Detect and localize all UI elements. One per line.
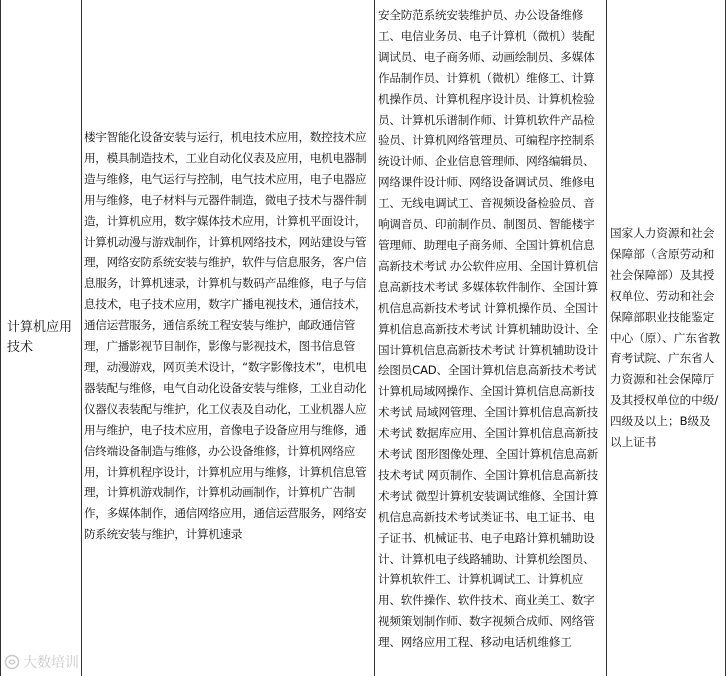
certificates-cell xyxy=(375,0,607,676)
watermark-logo-icon xyxy=(4,654,20,670)
issuing-authority-cell xyxy=(607,0,726,676)
major-name: 计算机应用技术 xyxy=(7,320,73,355)
issuing-authority-text: 国家人力资源和社会保障部（含原劳动和社会保障部）及其授权单位、劳动和社会保障部职业技能鉴定中心（原）、广东省教育考试院、广东省人力资源和社会保障厅及其授权单位的中级/四级及以上；B级及以上证书 xyxy=(610,226,721,450)
related-majors-cell xyxy=(82,0,375,676)
major-cell xyxy=(0,0,82,676)
certificates-text: 安全防范系统安装维护员、办公设备维修工、电信业务员、电子计算机（微机）装配调试员、电子商务师、动画绘制员、多媒体作品制作员、计算机（微机）维修工、计算机操作员、计算机程序设计员、计算机检验员、计算机乐谱制作师、计算机软件产品检验员、计算机网络管理员、可编程序控制系统设计师、企业信息管理师、网络编辑员、网络课件设计师、网络设备调试员、维修电工、无线电调试工、音视频设备检验员、音响调音员、印前制作员、制图员、智能楼宇管理师、助理电子商务师、全国计算机信息高新技术考试 办公软件应用、全国计算机信息高新技术考试 多媒体软件制作、全国计算机信息高新技术考试 计算机操作员、全国计算机信息高新技术考试 计算机辅助设计、全国计算机信息高新技术考试 计算机辅助设计绘图员CAD、全国计算机信息高新技术考试 计算机局域网操作、全国计算机信息高新技术考试 局域网管理、全国计算机信息高新技术考试 数据库应用、全国计算机信息高新技术考试 图形图像处理、全国计算机信息高新技术考试 网页制作、全国计算机信息高新技术考试 微型计算机安装调试维修、全国计算机信息高新技术考试类证书、电工证书、电子证书、机械证书、电子电路计算机辅助设计、计算机电子线路辅助、计算机绘图员、计算机软件工、计算机调试工、计算机应用、软件操作、软件技术、商业美工、数字视频策划制作师、数字视频合成师、网络管理、网络应用工程、移动电话机维修工 xyxy=(378,8,598,650)
watermark-text: 大数培训 xyxy=(23,655,79,671)
related-majors-text: 楼宇智能化设备安装与运行，机电技术应用，数控技术应用，模具制造技术，工业自动化仪表及应用，电机电器制造与维修，电气运行与控制，电气技术应用，电子电器应用与维修，电子材料与元器件制造，微电子技术与器件制造，计算机应用，数字媒体技术应用，计算机平面设计，计算机动漫与游戏制作，计算机网络技术，网站建设与管理，网络安防系统安装与维护，软件与信息服务，客户信息服务，计算机速录，计算机与数码产品维修，电子与信息技术，电子技术应用，数字广播电视技术，通信技术，通信运营服务，通信系统工程安装与维护，邮政通信管理，广播影视节目制作，影像与影视技术，图书信息管理，动漫游戏，网页美术设计，“数字影像技术”，电机电器装配与维修，电气自动化设备安装与维修，工业自动化仪器仪表装配与维护，化工仪表及自动化，工业机器人应用与维护，电子技术应用，音像电子设备应用与维修，通信终端设备制造与维修，办公设备维修，计算机网络应用，计算机程序设计，计算机应用与维修，计算机信息管理，计算机游戏制作，计算机动画制作，计算机广告制作，多媒体制作，通信网络应用，通信运营服务，网络安防系统安装与维护，计算机速录 xyxy=(84,130,367,542)
watermark xyxy=(4,652,79,672)
